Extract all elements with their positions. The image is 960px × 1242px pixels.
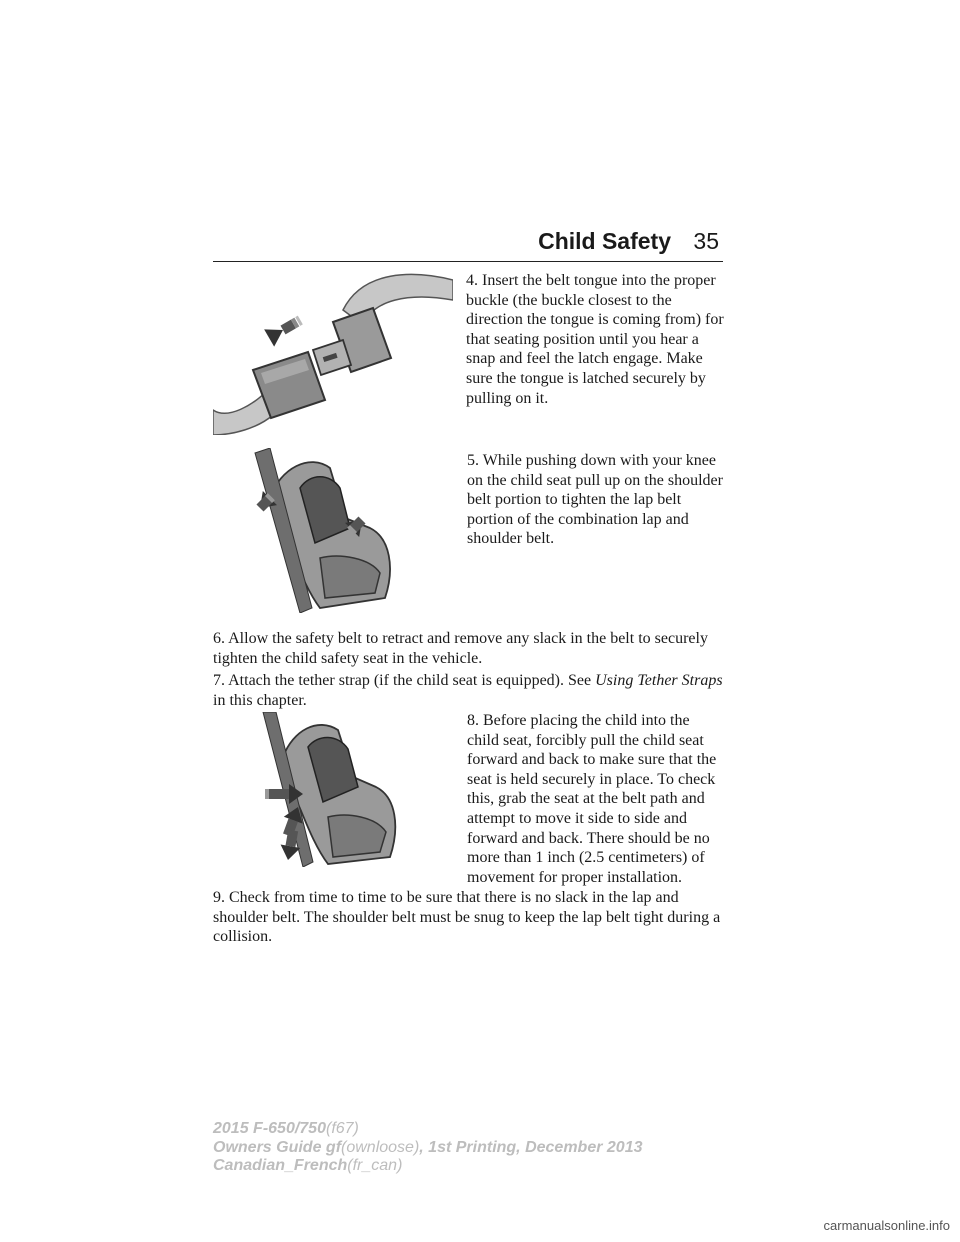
header-divider bbox=[213, 261, 723, 262]
step-7-suffix: in this chapter. bbox=[213, 691, 307, 709]
step-9-text: 9. Check from time to time to be sure that there is no slack in the lap and shoulder belt. The shoulder belt must be snug to keep the lap belt tight during a collision. bbox=[213, 889, 721, 946]
section-title: Child Safety bbox=[538, 228, 671, 254]
step-7-text bbox=[213, 671, 723, 710]
page-header bbox=[213, 228, 723, 262]
step-5-text: 5. While pushing down with your knee on the child seat pull up on the shoulder belt portion to tighten the lap belt portion of the combination lap and shoulder belt. bbox=[467, 452, 723, 548]
step-7-prefix: 7. Attach the tether strap (if the child seat is equipped). See bbox=[213, 672, 592, 689]
step-4-text: 4. Insert the belt tongue into the proper buckle (the buckle closest to the direction the tongue is coming from) for that seating position until you hear a snap and feel the latch engage. Make sure the tongue is latched securely by pulling on it. bbox=[466, 272, 724, 407]
step-8-text: 8. Before placing the child into the child seat, forcibly pull the child seat forward and back to make sure that the seat is held securely in place. To check this, grab the seat at the belt path and attempt to move it side to side and forward and back. There should be no more than 1 inch (2.5 centimeters) of movement for proper installation. bbox=[467, 712, 717, 886]
child-seat-check-illustration bbox=[258, 712, 403, 867]
seatbelt-buckle-illustration bbox=[213, 270, 453, 435]
using-tether-straps-link[interactable]: Using Tether Straps bbox=[595, 672, 723, 689]
step-6-text: 6. Allow the safety belt to retract and remove any slack in the belt to securely tighten the child safety seat in the vehicle. bbox=[213, 630, 708, 667]
footer-line-guide: Owners Guide gf(ownloose), 1st Printing, December 2013 bbox=[213, 1138, 643, 1156]
watermark: carmanualsonline.info bbox=[823, 1218, 950, 1233]
footer-line-model: 2015 F-650/750(f67) bbox=[213, 1120, 359, 1137]
page-number: 35 bbox=[693, 228, 719, 254]
print-footer bbox=[213, 1120, 642, 1176]
footer-line-language: Canadian_French(fr_can) bbox=[213, 1157, 403, 1174]
child-seat-tighten-illustration bbox=[250, 448, 400, 613]
